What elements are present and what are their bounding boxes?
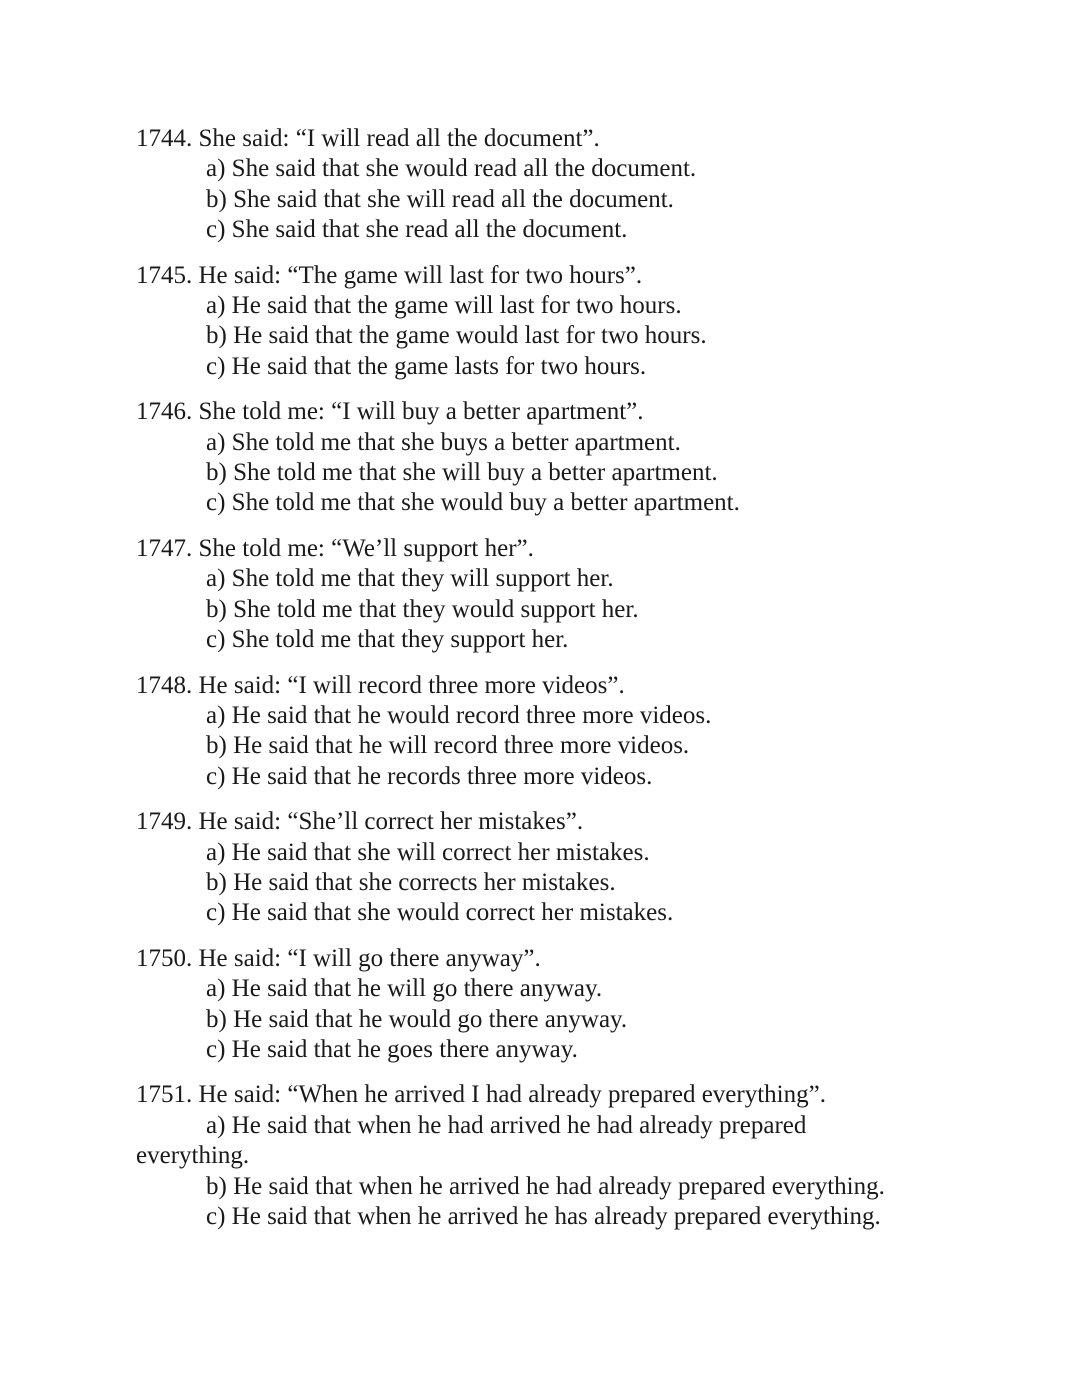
question-1746 (136, 397, 936, 519)
question-1751 (136, 1080, 936, 1232)
question-stem: 1748. He said: “I will record three more videos”. (136, 671, 625, 699)
option-b: b) He said that she corrects her mistakes. (206, 868, 616, 896)
question-stem: 1744. She said: “I will read all the document”. (136, 125, 600, 152)
question-1748 (136, 671, 936, 793)
question-stem: 1750. He said: “I will go there anyway”. (136, 944, 541, 972)
option-c: c) He said that when he arrived he has already prepared everything. (206, 1203, 881, 1230)
question-stem: 1746. She told me: “I will buy a better apartment”. (136, 398, 644, 426)
option-c: c) He said that he records three more videos. (206, 762, 653, 790)
option-a: a) She told me that she buys a better apartment. (206, 428, 681, 456)
option-b: b) He said that when he arrived he had already prepared everything. (206, 1172, 885, 1200)
option-c: c) He said that he goes there anyway. (206, 1035, 578, 1063)
question-stem: 1751. He said: “When he arrived I had already prepared everything”. (136, 1081, 826, 1109)
option-a: a) He said that she will correct her mistakes. (206, 838, 650, 866)
option-b: b) She told me that they would support her. (206, 595, 639, 623)
option-a: a) He said that he would record three more videos. (206, 701, 712, 729)
question-1745 (136, 261, 936, 383)
option-b: b) He said that the game would last for two hours. (206, 322, 707, 350)
question-stem: 1749. He said: “She’ll correct her mistakes”. (136, 808, 584, 836)
option-c: c) She told me that they support her. (206, 626, 569, 654)
option-b: b) He said that he would go there anyway. (206, 1005, 628, 1033)
option-a: a) He said that he will go there anyway. (206, 975, 603, 1003)
option-a: a) He said that when he had arrived he had already prepared (206, 1111, 807, 1139)
option-b: b) She told me that she will buy a better apartment. (206, 459, 718, 487)
option-a-continuation: everything. (136, 1142, 250, 1170)
question-1747 (136, 534, 936, 656)
question-stem: 1745. He said: “The game will last for two hours”. (136, 261, 643, 289)
option-b: b) She said that she will read all the document. (206, 185, 674, 213)
question-1744 (136, 124, 936, 246)
option-a: a) She told me that they will support her. (206, 565, 614, 593)
document-page (136, 124, 936, 1247)
option-a: a) He said that the game will last for two hours. (206, 292, 682, 320)
question-1750 (136, 944, 936, 1066)
option-c: c) She told me that she would buy a better apartment. (206, 489, 740, 517)
option-a: a) She said that she would read all the document. (206, 155, 697, 183)
question-stem: 1747. She told me: “We’ll support her”. (136, 534, 534, 562)
option-c: c) He said that she would correct her mistakes. (206, 899, 674, 927)
option-c: c) He said that the game lasts for two hours. (206, 352, 647, 380)
option-c: c) She said that she read all the document. (206, 216, 628, 244)
option-b: b) He said that he will record three more videos. (206, 732, 690, 760)
question-1749 (136, 807, 936, 929)
